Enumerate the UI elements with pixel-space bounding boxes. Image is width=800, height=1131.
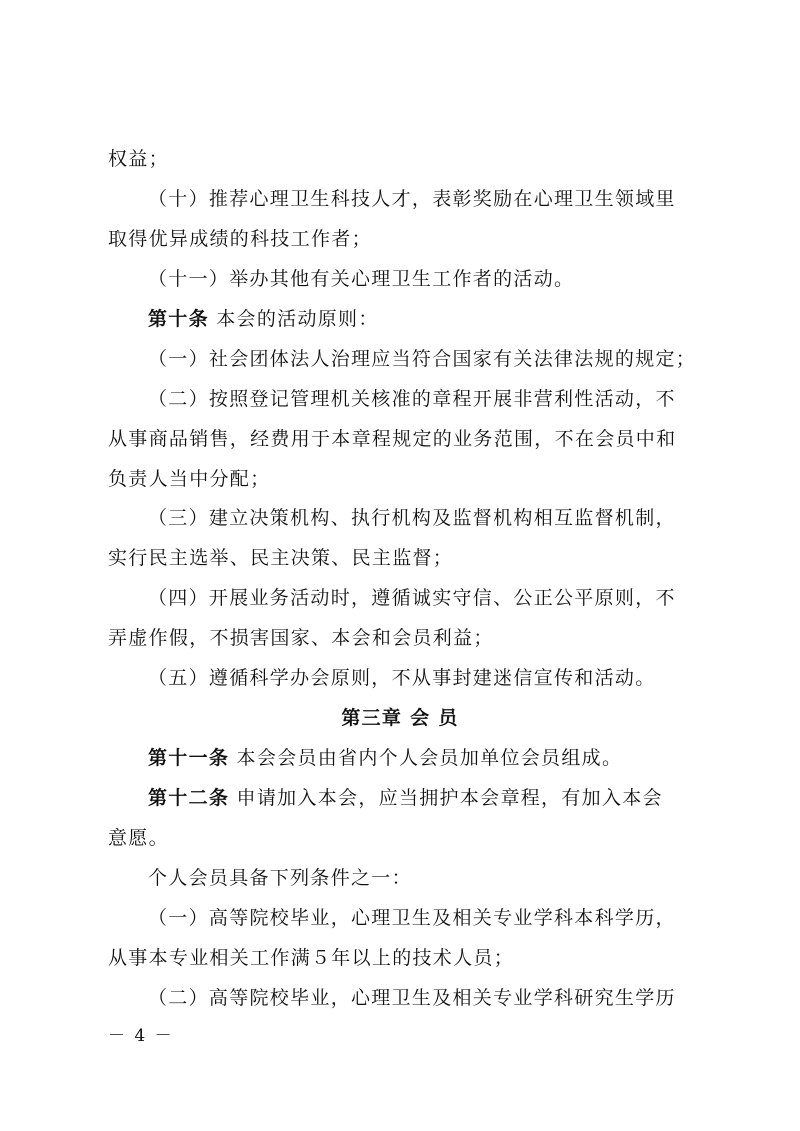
article-line bbox=[148, 786, 663, 810]
paragraph-line: （二）按照登记管理机关核准的章程开展非营利性活动，不 bbox=[148, 388, 676, 410]
paragraph-line: （二）高等院校毕业，心理卫生及相关专业学科研究生学历 bbox=[148, 987, 676, 1009]
article-text: 本会的活动原则： bbox=[208, 308, 379, 330]
paragraph-line: 权益； bbox=[108, 148, 169, 170]
paragraph-line: （一）高等院校毕业，心理卫生及相关专业学科本科学历， bbox=[148, 907, 676, 929]
paragraph-line: 实行民主选举、民主决策、民主监督； bbox=[108, 547, 454, 569]
article-label: 第十二条 bbox=[148, 787, 230, 809]
article-line bbox=[148, 307, 379, 331]
paragraph-line: （三）建立决策机构、执行机构及监督机构相互监督机制， bbox=[148, 507, 676, 529]
paragraph-line: 意愿。 bbox=[108, 827, 169, 849]
page-number: － 4 － bbox=[108, 1026, 174, 1046]
article-label: 第十条 bbox=[148, 308, 209, 330]
paragraph-line: （一）社会团体法人治理应当符合国家有关法律法规的规定； bbox=[148, 348, 697, 370]
paragraph-line: 从事本专业相关工作满５年以上的技术人员； bbox=[108, 947, 515, 969]
paragraph-line: （四）开展业务活动时，遵循诚实守信、公正公平原则，不 bbox=[148, 587, 676, 609]
paragraph-line: 弄虚作假，不损害国家、本会和会员利益； bbox=[108, 627, 494, 649]
paragraph-line: 从事商品销售，经费用于本章程规定的业务范围，不在会员中和 bbox=[108, 428, 677, 450]
article-text: 申请加入本会，应当拥护本会章程，有加入本会 bbox=[229, 787, 663, 809]
article-label: 第十一条 bbox=[148, 747, 230, 769]
paragraph-line: 个人会员具备下列条件之一： bbox=[148, 867, 412, 889]
article-line bbox=[148, 746, 622, 770]
paragraph-line: （五）遵循科学办会原则，不从事封建迷信宣传和活动。 bbox=[148, 667, 656, 689]
chapter-heading: 第三章 会 员 bbox=[341, 707, 459, 729]
paragraph-line: 取得优异成绩的科技工作者； bbox=[108, 228, 372, 250]
paragraph-line: 负责人当中分配； bbox=[108, 468, 271, 490]
paragraph-line: （十一）举办其他有关心理卫生工作者的活动。 bbox=[148, 268, 575, 290]
paragraph-line: （十）推荐心理卫生科技人才，表彰奖励在心理卫生领域里 bbox=[148, 188, 676, 210]
article-text: 本会会员由省内个人会员加单位会员组成。 bbox=[229, 747, 623, 769]
